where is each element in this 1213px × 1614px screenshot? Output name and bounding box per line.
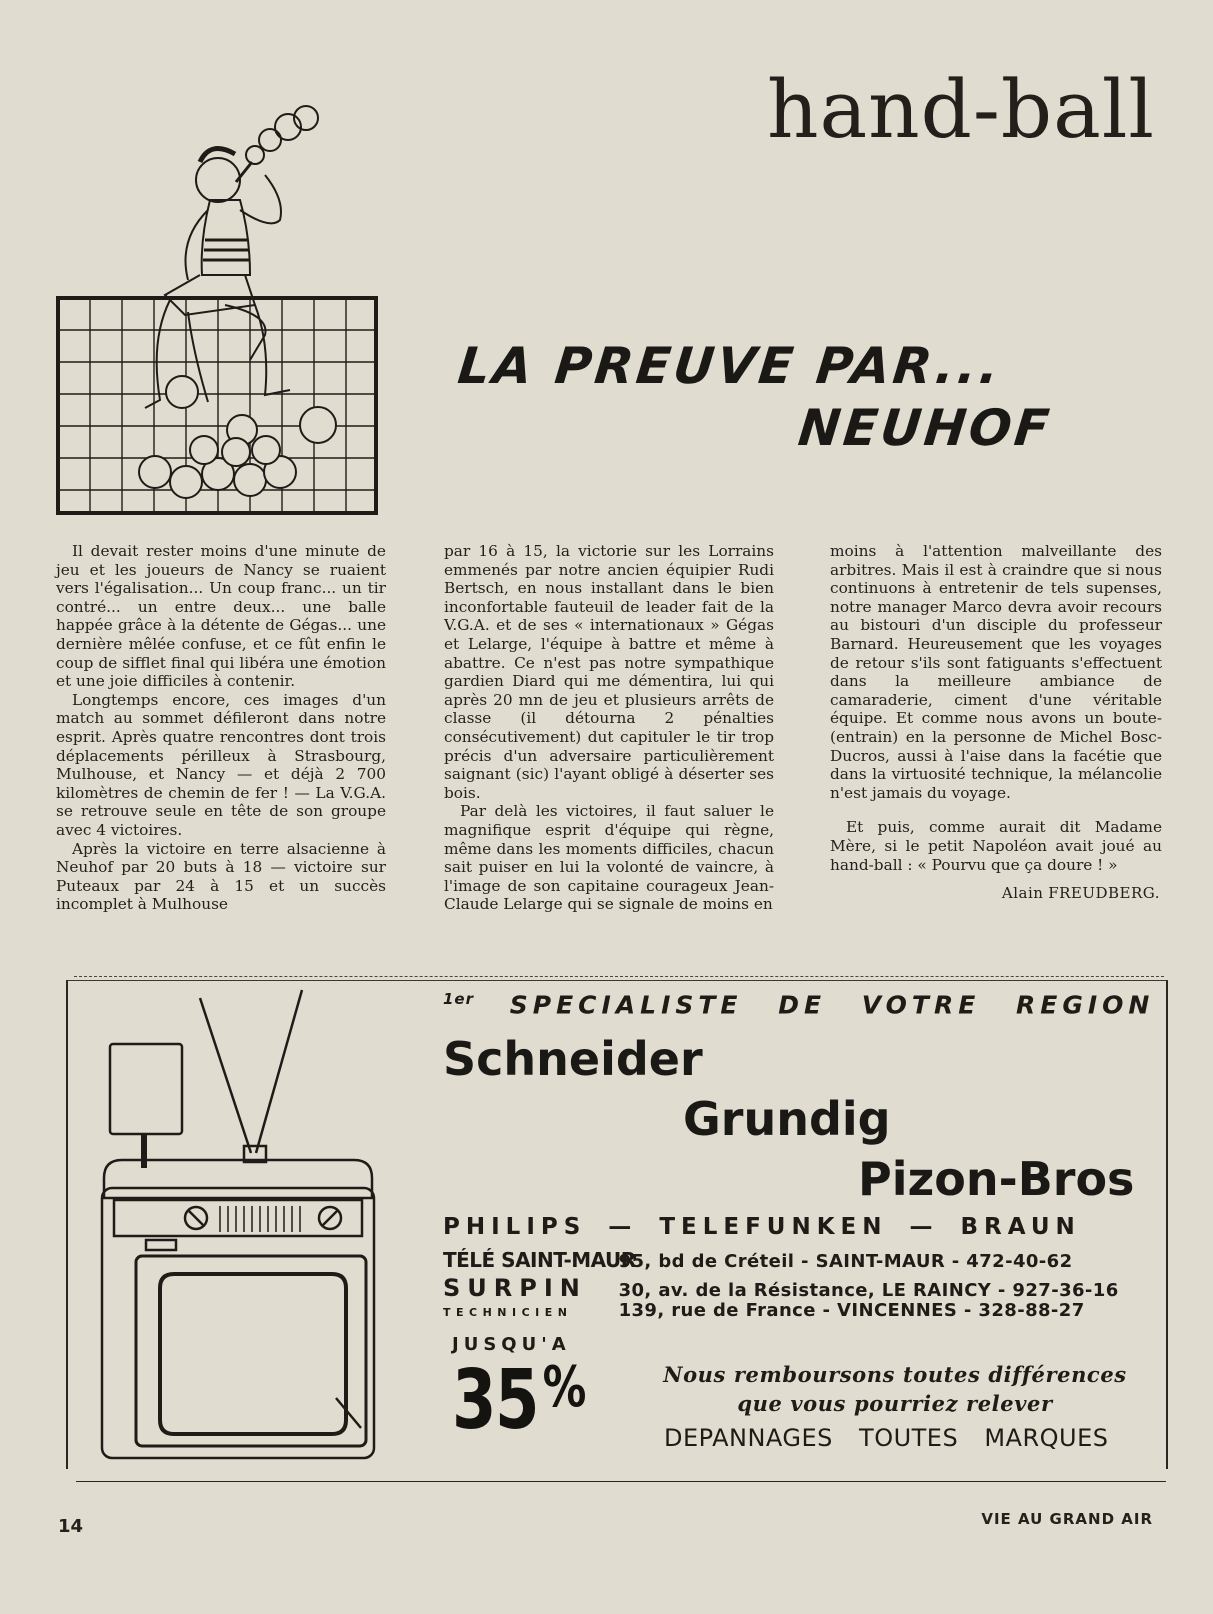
author-last-name: FREUDBERG. (1048, 884, 1160, 903)
paragraph: Il devait rester moins d'une minute de jeu et les joueurs de Nancy se ruaient vers l'égalisation... Un coup franc... un tir contré... un entre deux... une balle happée grâce à la détente de Gégas... une dernière mêlée confuse, et ce fût enfin le coup de sifflet final qui libéra une émotion et une joie difficiles à contenir. (56, 542, 386, 691)
shop-row (443, 1248, 1073, 1272)
author-first-name: Alain (1001, 884, 1044, 903)
paragraph: Après la victoire en terre alsacienne à Neuhof par 20 buts à 18 — victoire sur Puteaux par 24 à 15 et un succès incomplet à Mulhouse (56, 839, 386, 914)
article-column-3 (830, 542, 1162, 903)
shop-address: 30, av. de la Résistance, LE RAINCY - 927-36-16 (618, 1280, 1119, 1301)
ad-tagline-text: SPECIALISTE DE VOTRE REGION (509, 990, 1155, 1020)
brand-schneider: Schneider (443, 1032, 703, 1086)
paragraph: Et puis, comme aurait dit Madame Mère, si le petit Napoléon avait joué au hand-ball : « Pourvu que ça doure ! » (830, 818, 1162, 874)
brand-line: PHILIPS — TELEFUNKEN — BRAUN (443, 1214, 1081, 1240)
paragraph: Par delà les victoires, il faut saluer le magnifique esprit d'équipe qui règne, même dans les moments difficiles, chacun sait puiser en lui la volonté de vaincre, à l'image de son capitaine courageux Jean-Claude Lelarge qui se signale de moins en (444, 802, 774, 914)
shop-name: TECHNICIEN (443, 1306, 573, 1319)
magazine-name: VIE AU GRAND AIR (981, 1510, 1153, 1528)
shop-row (443, 1300, 1085, 1321)
headline-line-2: NEUHOF (795, 399, 1055, 457)
paragraph: moins à l'attention malveillante des arbitres. Mais il est à craindre que si nous continuons à entretenir de tels supenses, notre manager Marco devra avoir recours au bistouri d'un disciple du professeur Barnard. Heureusement que les voyages de retour s'ils sont fatiguants s'effectuent dans la meilleure ambiance de camaraderie, ciment d'une véritable équipe. Et comme nous avons un boute-(entrain) en la personne de Michel Bosc-Ducros, aussi à l'aise dans la facétie que dans la virtuosité technique, la mélancolie n'est jamais du voyage. (830, 542, 1162, 802)
paragraph: par 16 à 15, la victorie sur les Lorrains emmenés par notre ancien équipier Rudi Bertsch, en nous installant dans le bien inconfortable fauteuil de leader fait de la V.G.A. et de ses « internationaux » Gégas et Lelarge, l'équipe à battre et même à abattre. Ce n'est pas notre sympathique gardien Diard qui me démentira, lui qui après 20 mn de jeu et plusieurs arrêts de classe (il détourna 2 pénalties consécutivement) dut capituler le tir trop précis d'un adversaire particulièrement saignant (sic) l'ayant obligé à déserter ses bois. (444, 542, 774, 802)
ad-divider (74, 976, 1164, 977)
headline-line-1: LA PREUVE PAR... (455, 337, 1005, 395)
shop-address: 139, rue de France - VINCENNES - 328-88-27 (618, 1300, 1085, 1321)
goalkeeper-illustration (50, 100, 400, 540)
ad-tagline (443, 990, 1155, 1020)
up-to-label: JUSQU'A (452, 1334, 571, 1355)
discount-figure (452, 1353, 588, 1448)
refund-statement (655, 1360, 1135, 1418)
shop-name: SURPIN (443, 1274, 587, 1302)
article-column-2 (444, 542, 774, 914)
refund-line-1: Nous remboursons toutes différences (663, 1362, 1127, 1387)
discount-value: 35 (452, 1353, 538, 1448)
repairs-line: DEPANNAGES TOUTES MARQUES (664, 1424, 1109, 1452)
section-title: hand-ball (766, 63, 1155, 156)
shop-address: 95, bd de Créteil - SAINT-MAUR - 472-40-62 (618, 1251, 1073, 1272)
brand-grundig: Grundig (683, 1092, 891, 1146)
article-column-1 (56, 542, 386, 914)
shop-row (443, 1274, 1119, 1302)
shop-name: TÉLÉ SAINT-MAUR (443, 1248, 636, 1272)
brand-pizon-bros: Pizon-Bros (858, 1152, 1135, 1206)
discount-unit: % (542, 1355, 588, 1420)
page-number: 14 (58, 1516, 84, 1537)
paragraph: Longtemps encore, ces images d'un match au sommet défileront dans notre esprit. Après quatre rencontres dont trois déplacements périlleux à Strasbourg, Mulhouse, et Nancy — et déjà 2 700 kilomètres de chemin de fer ! — La V.G.A. se retrouve seule en tête de son groupe avec 4 victoires. (56, 690, 386, 839)
ad-bottom-rule (76, 1481, 1166, 1482)
headline (448, 335, 1101, 459)
ad-tagline-sup: 1er (443, 990, 475, 1008)
author-signature (830, 884, 1162, 903)
television-illustration (96, 988, 396, 1468)
refund-line-2: que vous pourriez relever (737, 1391, 1053, 1416)
